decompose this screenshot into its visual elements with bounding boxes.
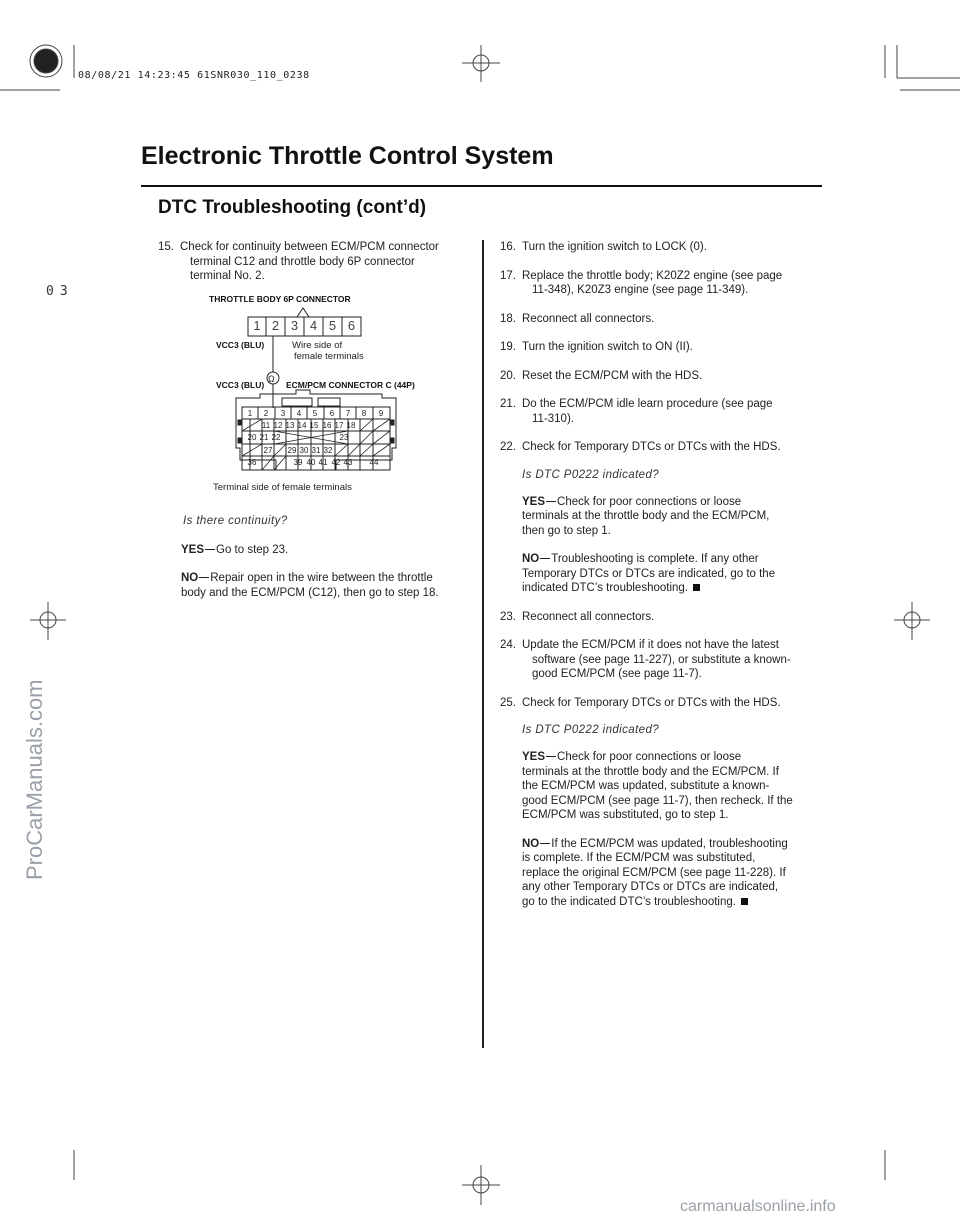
answer-text-line: is complete. If the ECM/PCM was substituted, bbox=[522, 852, 756, 864]
step-number: 18. bbox=[500, 312, 516, 325]
terminal-number: 15 bbox=[309, 421, 319, 430]
terminal-side-note: Terminal side of female terminals bbox=[213, 482, 352, 493]
terminal-number: 7 bbox=[345, 409, 351, 418]
step-24 bbox=[500, 638, 820, 682]
watermark-left: ProCarManuals.com bbox=[22, 679, 47, 880]
terminal-number: 2 bbox=[263, 409, 269, 418]
step-text-line: Reconnect all connectors. bbox=[522, 312, 655, 325]
step-text-line: terminal No. 2. bbox=[190, 270, 265, 282]
terminal-number: 4 bbox=[296, 409, 302, 418]
step-18 bbox=[500, 312, 820, 327]
step-text-line: Update the ECM/PCM if it does not have the latest bbox=[522, 639, 779, 651]
step-text-line: Replace the throttle body; K20Z2 engine (see page bbox=[522, 269, 783, 282]
step-17 bbox=[500, 269, 820, 298]
yes-label: YES bbox=[181, 544, 205, 556]
pin-label: 5 bbox=[328, 318, 337, 333]
answer-text-line: Temporary DTCs or DTCs are indicated, go to the bbox=[522, 567, 776, 580]
step-23 bbox=[500, 610, 820, 625]
terminal-number: 21 bbox=[259, 433, 269, 442]
step-number: 24. bbox=[500, 639, 516, 651]
step-number: 15. bbox=[158, 241, 174, 253]
end-mark bbox=[741, 898, 748, 905]
terminal-number: 27 bbox=[263, 446, 273, 455]
step-number: 16. bbox=[500, 241, 516, 253]
step-text-line: Reconnect all connectors. bbox=[522, 610, 655, 623]
step-text-line: 11-348), K20Z3 engine (see page 11-349). bbox=[532, 284, 749, 296]
answer-yes bbox=[181, 543, 481, 558]
terminal-number: 31 bbox=[311, 446, 321, 455]
terminal-number: 11 bbox=[261, 421, 271, 430]
answer-yes bbox=[522, 750, 822, 823]
no-text-line: body and the ECM/PCM (C12), then go to step 18. bbox=[181, 586, 439, 599]
step-text-line: 11-310). bbox=[532, 412, 574, 425]
answer-text-line: any other Temporary DTCs or DTCs are indicated, bbox=[522, 881, 779, 893]
answer-no bbox=[181, 571, 481, 600]
step-text-line: Reset the ECM/PCM with the HDS. bbox=[522, 369, 703, 382]
terminal-number: 12 bbox=[273, 421, 283, 430]
terminal-number: 8 bbox=[361, 409, 367, 418]
watermark-bottom: carmanualsonline.info bbox=[680, 1198, 836, 1215]
wire-side-note-line: Wire side of bbox=[292, 340, 343, 351]
terminal-number: 42 bbox=[331, 458, 341, 467]
terminal-number: 36 bbox=[247, 458, 257, 467]
step-text-line: Turn the ignition switch to ON (II). bbox=[522, 341, 693, 353]
terminal-number: 3 bbox=[280, 409, 286, 418]
step-number: 20. bbox=[500, 369, 516, 382]
terminal-number: 18 bbox=[346, 421, 356, 430]
no-label: NO bbox=[181, 572, 199, 584]
answer-text-line: terminals at the throttle body and the ECM/PCM. If bbox=[522, 765, 779, 778]
step-number: 21. bbox=[500, 398, 516, 410]
answer-text-line: good ECM/PCM (see page 11-7), then recheck. If the bbox=[522, 794, 793, 807]
no-text-line: Repair open in the wire between the throttle bbox=[210, 572, 433, 584]
answer-text-line: the ECM/PCM was updated, substitute a known- bbox=[522, 780, 770, 792]
answer-text-line: Check for poor connections or loose bbox=[557, 751, 742, 763]
step-22 bbox=[500, 440, 820, 455]
step-text-line: Check for Temporary DTCs or DTCs with the HDS. bbox=[522, 441, 781, 453]
terminal-number: 9 bbox=[378, 409, 384, 418]
print-stamp: 08/08/21 14:23:45 61SNR030_110_0238 bbox=[78, 70, 310, 81]
step-number: 25. bbox=[500, 696, 516, 709]
terminal-number: 14 bbox=[297, 421, 307, 430]
answer-text-line: indicated DTC’s troubleshooting. bbox=[522, 582, 688, 594]
answer-no bbox=[522, 837, 822, 910]
step-number: 17. bbox=[500, 269, 516, 282]
step-number: 22. bbox=[500, 441, 516, 453]
yes-text: Go to step 23. bbox=[216, 544, 289, 556]
terminal-number: 39 bbox=[293, 458, 303, 467]
pin-label: 4 bbox=[309, 318, 318, 333]
answer-text-line: terminals at the throttle body and the ECM/PCM, bbox=[522, 510, 770, 522]
step-15 bbox=[158, 240, 478, 284]
step-21 bbox=[500, 397, 820, 426]
terminal-number: 30 bbox=[299, 446, 309, 455]
pin-label: 6 bbox=[347, 318, 356, 333]
terminal-number: 20 bbox=[247, 433, 257, 442]
ecm-connector-title: ECM/PCM CONNECTOR C (44P) bbox=[286, 380, 415, 390]
terminal-number: 16 bbox=[322, 421, 332, 430]
wire-label-bottom: VCC3 (BLU) bbox=[216, 380, 265, 390]
question-dtc: Is DTC P0222 indicated? bbox=[522, 468, 660, 481]
step-19 bbox=[500, 340, 820, 355]
step-25 bbox=[500, 696, 820, 711]
page-title: Electronic Throttle Control System bbox=[141, 142, 554, 170]
pin-label: 3 bbox=[290, 318, 299, 333]
terminal-number: 23 bbox=[339, 433, 349, 442]
terminal-number: 32 bbox=[323, 446, 333, 455]
step-16 bbox=[500, 240, 820, 255]
terminal-number: 41 bbox=[318, 458, 328, 467]
answer-label: NO bbox=[522, 837, 540, 850]
answer-text-line: Check for poor connections or loose bbox=[557, 495, 742, 508]
wire-side-note-line: female terminals bbox=[294, 351, 364, 362]
end-mark bbox=[693, 584, 700, 591]
step-text-line: Turn the ignition switch to LOCK (0). bbox=[522, 241, 707, 253]
title-rule bbox=[141, 185, 822, 187]
step-20 bbox=[500, 369, 820, 384]
pin-label: 1 bbox=[253, 318, 261, 333]
answer-text-line: go to the indicated DTC’s troubleshooting. bbox=[522, 895, 736, 908]
step-number: 23. bbox=[500, 610, 516, 623]
6p-pin-row bbox=[248, 318, 361, 336]
answer-no bbox=[522, 552, 822, 596]
terminal-number: 6 bbox=[329, 409, 335, 418]
terminal-number: 17 bbox=[334, 421, 344, 430]
side-number: 03 bbox=[46, 284, 74, 299]
answer-label: NO bbox=[522, 553, 540, 565]
terminal-number: 44 bbox=[369, 458, 379, 467]
step-text-line: Check for Temporary DTCs or DTCs with the HDS. bbox=[522, 696, 781, 709]
step-text-line: Do the ECM/PCM idle learn procedure (see page bbox=[522, 398, 773, 410]
question-dtc: Is DTC P0222 indicated? bbox=[522, 724, 660, 736]
terminal-number: 22 bbox=[271, 433, 281, 442]
wire-label-top: VCC3 (BLU) bbox=[216, 340, 265, 350]
connector-diagram bbox=[160, 290, 480, 500]
terminal-number: 5 bbox=[312, 409, 318, 418]
step-text-line: terminal C12 and throttle body 6P connector bbox=[190, 255, 415, 268]
answer-text-line: Troubleshooting is complete. If any other bbox=[551, 553, 759, 565]
answer-text-line: replace the original ECM/PCM (see page 11-228). If bbox=[522, 866, 786, 879]
throttle-connector-title: THROTTLE BODY 6P CONNECTOR bbox=[209, 294, 351, 304]
terminal-number: 29 bbox=[287, 446, 297, 455]
answer-text-line: then go to step 1. bbox=[522, 524, 611, 537]
answer-text-line: If the ECM/PCM was updated, troubleshooting bbox=[551, 837, 788, 850]
wire-side-note bbox=[292, 340, 364, 362]
answer-text-line: ECM/PCM was substituted, go to step 1. bbox=[522, 809, 729, 821]
step-text-line: software (see page 11-227), or substitute a known- bbox=[532, 653, 791, 666]
step-text-line: good ECM/PCM (see page 11-7). bbox=[532, 668, 702, 680]
terminal-number: 43 bbox=[343, 458, 353, 467]
section-subtitle: DTC Troubleshooting (cont’d) bbox=[158, 197, 427, 218]
question-continuity: Is there continuity? bbox=[183, 515, 288, 527]
terminal-number: 13 bbox=[285, 421, 295, 430]
answer-yes bbox=[522, 495, 822, 539]
column-divider bbox=[482, 240, 484, 1048]
answer-label: YES bbox=[522, 751, 546, 763]
svg-text:Ω: Ω bbox=[268, 374, 275, 384]
step-text-line: Check for continuity between ECM/PCM connector bbox=[180, 241, 439, 253]
answer-label: YES bbox=[522, 495, 546, 508]
step-number: 19. bbox=[500, 341, 516, 353]
terminal-number: 1 bbox=[247, 409, 253, 418]
pin-label: 2 bbox=[271, 318, 280, 333]
terminal-number: 40 bbox=[306, 458, 316, 467]
